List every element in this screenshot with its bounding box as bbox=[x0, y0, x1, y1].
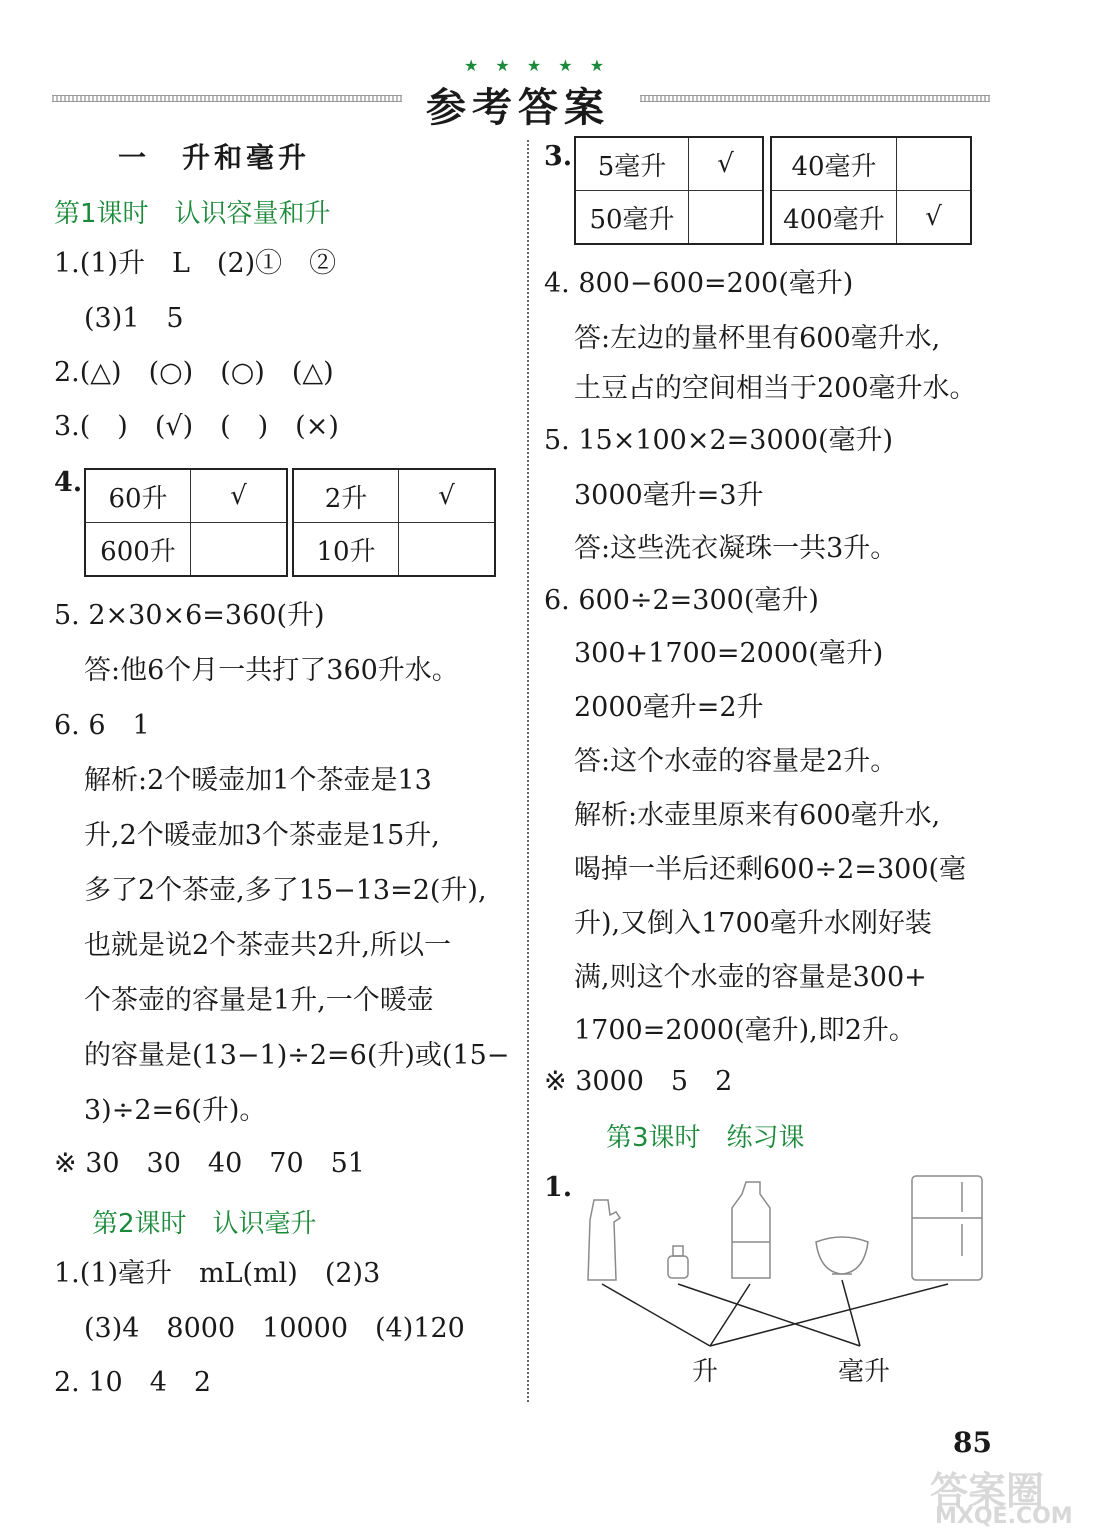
l1-q6f: 个茶壶的容量是1升,一个暖壶 bbox=[84, 985, 434, 1016]
l1-q4-table-left bbox=[84, 468, 288, 577]
r-q4b: 答:左边的量杯里有600毫升水, bbox=[574, 323, 941, 354]
cell bbox=[191, 523, 288, 577]
r-q6h: 满,则这个水壶的容量是300+ bbox=[574, 962, 927, 993]
r-q6a: 6. 600÷2=300(毫升) bbox=[544, 585, 819, 616]
cell bbox=[897, 137, 972, 191]
label-sheng: 升 bbox=[692, 1357, 719, 1387]
lesson2-title: 第2课时 认识毫升 bbox=[92, 1209, 317, 1239]
chapter-title: 一 升和毫升 bbox=[118, 141, 311, 174]
r-q6e: 解析:水壶里原来有600毫升水, bbox=[574, 800, 941, 831]
spray-bottle-icon bbox=[588, 1200, 620, 1280]
r-q3-table-left bbox=[574, 136, 764, 245]
match-line bbox=[842, 1280, 860, 1346]
l1-q6h: 3)÷2=6(升)。 bbox=[84, 1095, 267, 1126]
cell: √ bbox=[191, 469, 288, 523]
r-q6f: 喝掉一半后还剩600÷2=300(毫 bbox=[574, 854, 967, 885]
cell: 60升 bbox=[85, 469, 191, 523]
r-q4c: 土豆占的空间相当于200毫升水。 bbox=[574, 373, 977, 404]
r-q6d: 答:这个水壶的容量是2升。 bbox=[574, 746, 898, 777]
lesson3-title: 第3课时 练习课 bbox=[606, 1123, 805, 1153]
page-title: 参考答案 bbox=[426, 85, 610, 131]
l1-q6g: 的容量是(13−1)÷2=6(升)或(15− bbox=[84, 1040, 510, 1071]
l1-q6c: 升,2个暖壶加3个茶壶是15升, bbox=[84, 820, 440, 851]
r-q5a: 5. 15×100×2=3000(毫升) bbox=[544, 425, 894, 456]
l2-q1b: (3)4 8000 10000 (4)120 bbox=[84, 1313, 465, 1344]
watermark-logo: 答案圈 bbox=[930, 1469, 1045, 1513]
r-q6b: 300+1700=2000(毫升) bbox=[574, 638, 884, 669]
l1-q5a: 5. 2×30×6=360(升) bbox=[54, 600, 325, 631]
cell: √ bbox=[689, 137, 764, 191]
r-q1-label: 1. bbox=[544, 1172, 573, 1203]
r-q6c: 2000毫升=2升 bbox=[574, 692, 764, 723]
cell: √ bbox=[399, 469, 496, 523]
matching-illustration bbox=[570, 1160, 1010, 1400]
cell: 40毫升 bbox=[771, 137, 897, 191]
watermark-url: MXQE.COM bbox=[935, 1504, 1073, 1529]
l1-q6a: 6. 6 1 bbox=[54, 710, 150, 741]
l1-extra: ※ 30 30 40 70 51 bbox=[54, 1148, 365, 1179]
header-rule-right bbox=[640, 95, 990, 102]
r-q3-table-right bbox=[770, 136, 972, 245]
cell: √ bbox=[897, 191, 972, 245]
cell: 400毫升 bbox=[771, 191, 897, 245]
r-q4a: 4. 800−600=200(毫升) bbox=[544, 268, 854, 299]
page-number: 85 bbox=[953, 1426, 992, 1459]
r-q5b: 3000毫升=3升 bbox=[574, 480, 764, 511]
r-extra: ※ 3000 5 2 bbox=[544, 1066, 733, 1097]
match-line bbox=[710, 1284, 948, 1346]
column-divider bbox=[527, 140, 529, 1402]
bowl-icon bbox=[816, 1237, 868, 1274]
cell: 50毫升 bbox=[575, 191, 689, 245]
cell: 5毫升 bbox=[575, 137, 689, 191]
cell bbox=[399, 523, 496, 577]
cell bbox=[689, 191, 764, 245]
cell: 2升 bbox=[293, 469, 399, 523]
l1-q4-table-right bbox=[292, 468, 496, 577]
cell: 600升 bbox=[85, 523, 191, 577]
lesson1-title: 第1课时 认识容量和升 bbox=[54, 199, 331, 229]
label-haosheng: 毫升 bbox=[838, 1357, 891, 1387]
r-q6i: 1700=2000(毫升),即2升。 bbox=[574, 1015, 916, 1046]
l2-q1a: 1.(1)毫升 mL(ml) (2)3 bbox=[54, 1258, 381, 1289]
r-q6g: 升),又倒入1700毫升水刚好装 bbox=[574, 908, 932, 939]
match-line bbox=[678, 1284, 860, 1346]
small-bottle-icon bbox=[668, 1256, 688, 1278]
l1-q2: 2.(△) (○) (○) (△) bbox=[54, 357, 334, 388]
l1-q5b: 答:他6个月一共打了360升水。 bbox=[84, 655, 459, 686]
cell: 10升 bbox=[293, 523, 399, 577]
l1-q6e: 也就是说2个茶壶共2升,所以一 bbox=[84, 930, 451, 961]
water-bottle-icon bbox=[732, 1182, 770, 1278]
header-stars: ★ ★ ★ ★ ★ bbox=[464, 56, 611, 75]
match-line bbox=[602, 1284, 710, 1346]
refrigerator-icon bbox=[912, 1176, 982, 1280]
l1-q3: 3.( ) (√) ( ) (×) bbox=[54, 411, 339, 442]
header-rule-left bbox=[52, 95, 402, 102]
l1-q4-label: 4. bbox=[54, 467, 83, 498]
l1-q6b: 解析:2个暖壶加1个茶壶是13 bbox=[84, 765, 432, 796]
r-q3-label: 3. bbox=[544, 141, 573, 172]
l1-q1a: 1.(1)升 L (2)① ② bbox=[54, 248, 337, 279]
l2-q2: 2. 10 4 2 bbox=[54, 1367, 212, 1398]
l1-q1b: (3)1 5 bbox=[84, 303, 184, 334]
l1-q6d: 多了2个茶壶,多了15−13=2(升), bbox=[84, 875, 487, 906]
r-q5c: 答:这些洗衣凝珠一共3升。 bbox=[574, 533, 898, 564]
